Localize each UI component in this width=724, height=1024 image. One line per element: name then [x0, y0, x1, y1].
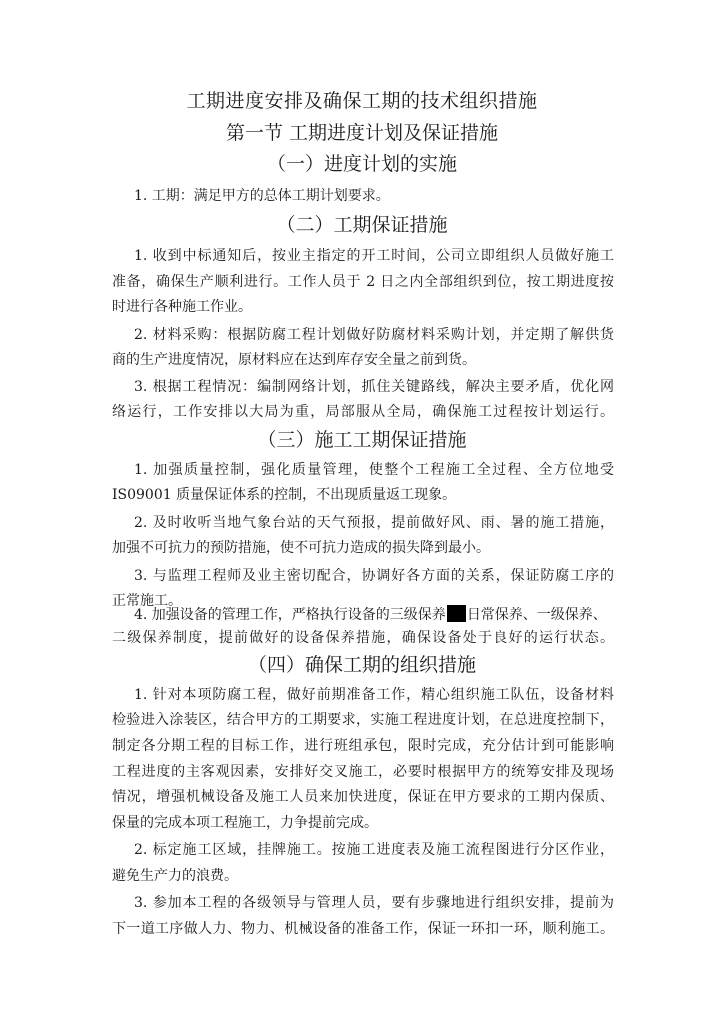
paragraph-line: 1. 加强质量控制，强化质量管理，使整个工程施工全过程、全方位地受 [134, 462, 614, 478]
paragraph-line: 3. 根据工程情况：编制网络计划，抓住关键路线，解决主要矛盾，优化网 [134, 379, 614, 395]
subsection-heading-4: （四）确保工期的组织措施 [247, 654, 476, 676]
paragraph-line: 下一道工序做人力、物力、机械设备的准备工作，保证一环扣一环，顺利施工。 [112, 921, 614, 937]
paragraph-line: 3. 参加本工程的各级领导与管理人员，要有步骤地进行组织安排，提前为 [134, 895, 614, 911]
paragraph-line-with-redaction [134, 605, 614, 622]
subsection-heading-1: （一）进度计划的实施 [266, 153, 457, 175]
subsection-heading-3: （三）施工工期保证措施 [257, 429, 467, 451]
paragraph-line: 1. 工期：满足甲方的总体工期计划要求。 [134, 188, 390, 204]
paragraph-line: 保量的完成本项工程施工，力争提前完成。 [112, 815, 378, 831]
paragraph-line: 工程进度的主客观因素，安排好交叉施工，必要时根据甲方的统筹安排及现场 [112, 764, 614, 780]
paragraph-line: 2. 材料采购：根据防腐工程计划做好防腐材料采购计划，并定期了解供货 [134, 327, 614, 343]
redaction-block [447, 605, 466, 622]
paragraph-line: 1. 针对本项防腐工程，做好前期准备工作，精心组织施工队伍，设备材料 [134, 687, 614, 703]
paragraph-line: 加强不可抗力的预防措施，使不可抗力造成的损失降到最小。 [112, 540, 490, 556]
paragraph-line: 商的生产进度情况，原材料应在达到库存安全量之前到货。 [112, 352, 476, 368]
paragraph-line: 络运行，工作安排以大局为重，局部服从全局，确保施工过程按计划运行。 [112, 404, 614, 420]
paragraph-line: 情况，增强机械设备及施工人员来加快进度，保证在甲方要求的工期内保质、 [112, 789, 614, 805]
paragraph-line: 1. 收到中标通知后，按业主指定的开工时间，公司立即组织人员做好施工 [134, 248, 614, 264]
paragraph-line: 制定各分期工程的目标工作，进行班组承包，限时完成，充分估计到可能影响 [112, 738, 614, 754]
paragraph-text: 日常保养、一级保养、 [466, 607, 607, 623]
section-heading: 第一节 工期进度计划及保证措施 [225, 122, 499, 144]
document-title: 工期进度安排及确保工期的技术组织措施 [186, 90, 538, 112]
paragraph-line: 2. 标定施工区域，挂牌施工。按施工进度表及施工流程图进行分区作业， [134, 842, 614, 858]
paragraph-line: IS09001 质量保证体系的控制，不出现质量返工现象。 [112, 487, 457, 503]
paragraph-line: 时进行各种施工作业。 [112, 299, 252, 315]
paragraph-line: 准备，确保生产顺利进行。工作人员于 2 日之内全部组织到位，按工期进度按 [112, 274, 614, 290]
paragraph-line: 避免生产力的浪费。 [112, 868, 238, 884]
subsection-heading-2: （二）工期保证措施 [276, 214, 448, 236]
paragraph-line: 正常施工。 [112, 593, 182, 609]
paragraph-text: 4. 加强设备的管理工作，严格执行设备的三级保养 [134, 607, 446, 623]
paragraph-line: 3. 与监理工程师及业主密切配合，协调好各方面的关系，保证防腐工序的 [134, 568, 614, 584]
paragraph-line: 二级保养制度，提前做好的设备保养措施，确保设备处于良好的运行状态。 [112, 630, 614, 646]
paragraph-line: 2. 及时收听当地气象台站的天气预报，提前做好风、雨、暑的施工措施， [134, 515, 614, 531]
paragraph-line: 检验进入涂装区，结合甲方的工期要求，实施工程进度计划，在总进度控制下， [112, 712, 614, 728]
